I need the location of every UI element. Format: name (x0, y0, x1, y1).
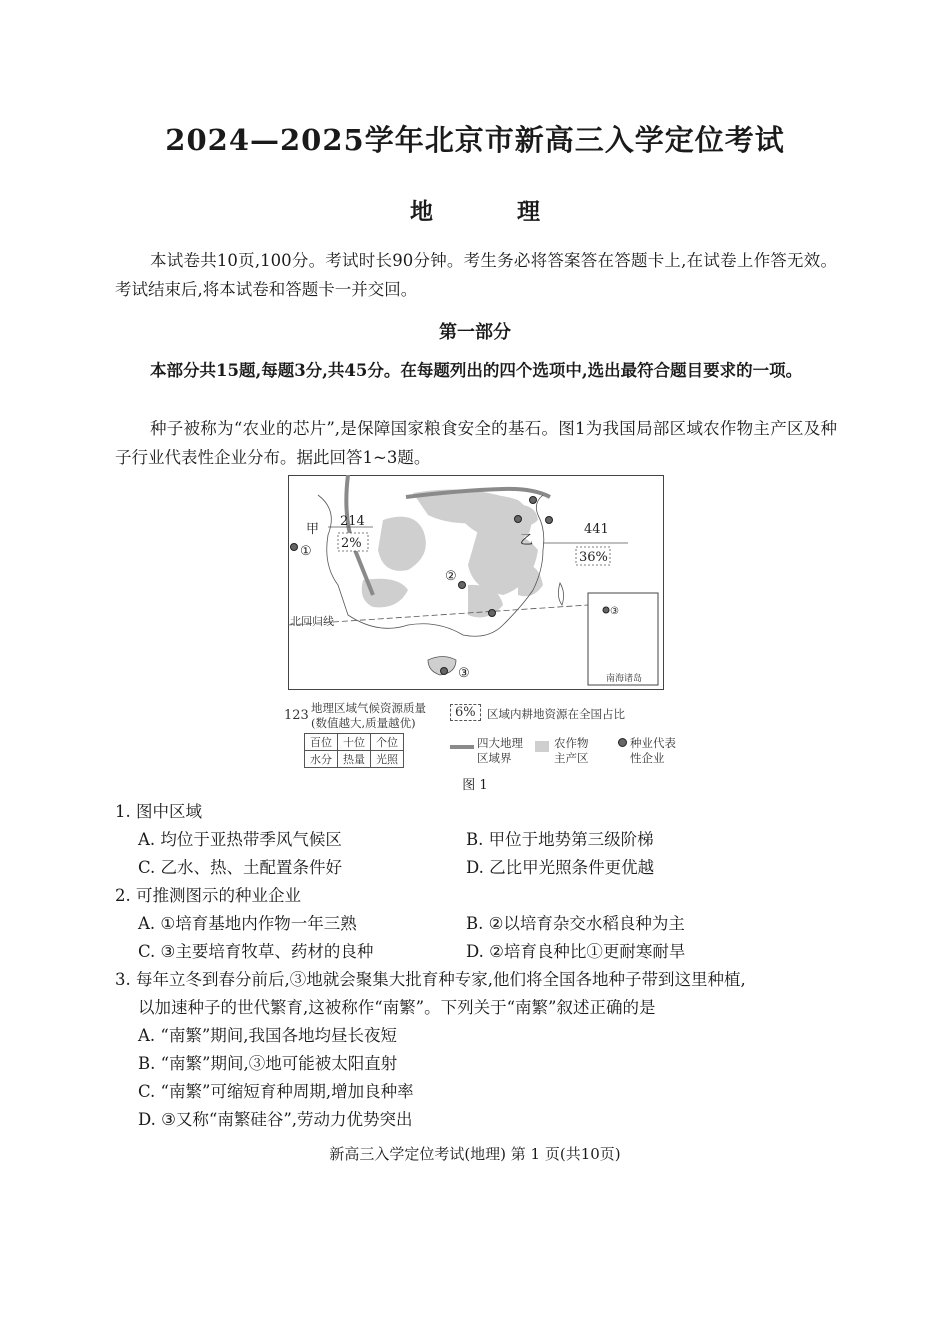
marker-3-inset: ③ (610, 606, 619, 617)
legend-crop-2: 主产区 (554, 751, 589, 765)
question-3-option-d[interactable]: D. ③又称“南繁硅谷”,劳动力优势突出 (138, 1110, 413, 1129)
subject-title: 地 理 (409, 198, 578, 225)
crop-area-swatch (535, 741, 549, 752)
legend-number-desc-2: (数值越大,质量越优) (311, 716, 416, 730)
legend-number-desc-1: 地理区域气候资源质量 (311, 701, 426, 715)
label-jia: 甲 (306, 522, 320, 537)
percent-jia: 2% (341, 536, 362, 551)
exam-title: 2024—2025学年北京市新高三入学定位考试 (165, 123, 785, 157)
firm-dot (546, 517, 553, 524)
legend-header-tens: 十位 (338, 734, 371, 751)
question-1-option-b[interactable]: B. 甲位于地势第三级阶梯 (466, 830, 654, 849)
marker-2: ② (445, 569, 457, 584)
legend-header-ones: 个位 (371, 734, 404, 751)
boundary-swatch (450, 745, 474, 749)
page-footer: 新高三入学定位考试(地理) 第 1 页(共10页) (329, 1145, 621, 1163)
label-yi: 乙 (520, 533, 534, 548)
percent-yi: 36% (579, 550, 608, 565)
instruction-paragraph: 本部分共15题,每题3分,共45分。在每题列出的四个选项中,选出最符合题目要求的一项。 (150, 361, 803, 380)
legend-crop-1: 农作物 (554, 736, 589, 750)
question-3-stem-line-2: 以加速种子的世代繁育,这被称作“南繁”。下列关于“南繁”叙述正确的是 (138, 998, 656, 1017)
firm-dot (530, 497, 537, 504)
value-jia: 214 (340, 514, 365, 529)
question-1-stem: 1. 图中区域 (115, 802, 202, 821)
legend-digit-table (304, 733, 404, 768)
firm-swatch (618, 738, 627, 747)
legend-number-example: 123 (284, 708, 309, 723)
inset-label: 南海诸岛 (606, 674, 643, 684)
question-1-option-c[interactable]: C. 乙水、热、土配置条件好 (138, 858, 343, 877)
firm-dot (291, 544, 298, 551)
legend-firm-2: 性企业 (630, 751, 665, 765)
legend-water: 水分 (305, 751, 338, 768)
question-1-option-a[interactable]: A. 均位于亚热带季风气候区 (138, 830, 342, 849)
marker-1: ① (300, 544, 312, 559)
question-3-stem-line-1: 3. 每年立冬到春分前后,③地就会聚集大批育种专家,他们将全国各地种子带到这里种植, (115, 970, 746, 989)
passage-paragraph: 种子被称为“农业的芯片”,是保障国家粮食安全的基石。图1为我国局部区域农作物主产区及种子行业代表性企业分布。据此回答1~3题。 (115, 419, 837, 467)
question-3-option-b[interactable]: B. “南繁”期间,③地可能被太阳直射 (138, 1054, 398, 1073)
legend-heat: 热量 (338, 751, 371, 768)
question-3-option-a[interactable]: A. “南繁”期间,我国各地均昼长夜短 (138, 1026, 398, 1045)
legend-header-hundreds: 百位 (305, 734, 338, 751)
tropic-label: 北回归线 (290, 615, 334, 628)
value-yi: 441 (584, 522, 609, 537)
question-2-option-c[interactable]: C. ③主要培育牧草、药材的良种 (138, 942, 374, 961)
question-2-option-b[interactable]: B. ②以培育杂交水稻良种为主 (466, 914, 685, 933)
legend-percent-example: 6% (450, 704, 481, 721)
section-heading: 第一部分 (439, 322, 511, 343)
intro-paragraph: 本试卷共10页,100分。考试时长90分钟。考生务必将答案答在答题卡上,在试卷上作答无效。考试结束后,将本试卷和答题卡一并交回。 (115, 251, 837, 299)
legend-light: 光照 (371, 751, 404, 768)
legend-boundary-2: 区域界 (477, 751, 512, 765)
question-2-option-d[interactable]: D. ②培育良种比①更耐寒耐旱 (466, 942, 686, 961)
question-2-option-a[interactable]: A. ①培育基地内作物一年三熟 (138, 914, 357, 933)
question-3-option-c[interactable]: C. “南繁”可缩短育种周期,增加良种率 (138, 1082, 414, 1101)
legend-firm-1: 种业代表 (630, 736, 676, 750)
legend-boundary-1: 四大地理 (477, 736, 523, 750)
firm-dot (515, 516, 522, 523)
firm-dot (489, 610, 496, 617)
firm-dot (441, 668, 448, 675)
legend-percent-desc: 区域内耕地资源在全国占比 (487, 707, 625, 721)
china-region-map (288, 475, 664, 693)
firm-dot (459, 582, 466, 589)
question-2-stem: 2. 可推测图示的种业企业 (115, 886, 301, 905)
question-1-option-d[interactable]: D. 乙比甲光照条件更优越 (466, 858, 655, 877)
map-legend (284, 700, 704, 770)
firm-dot (603, 607, 609, 613)
figure-caption: 图 1 (462, 778, 488, 793)
marker-3: ③ (458, 666, 470, 681)
